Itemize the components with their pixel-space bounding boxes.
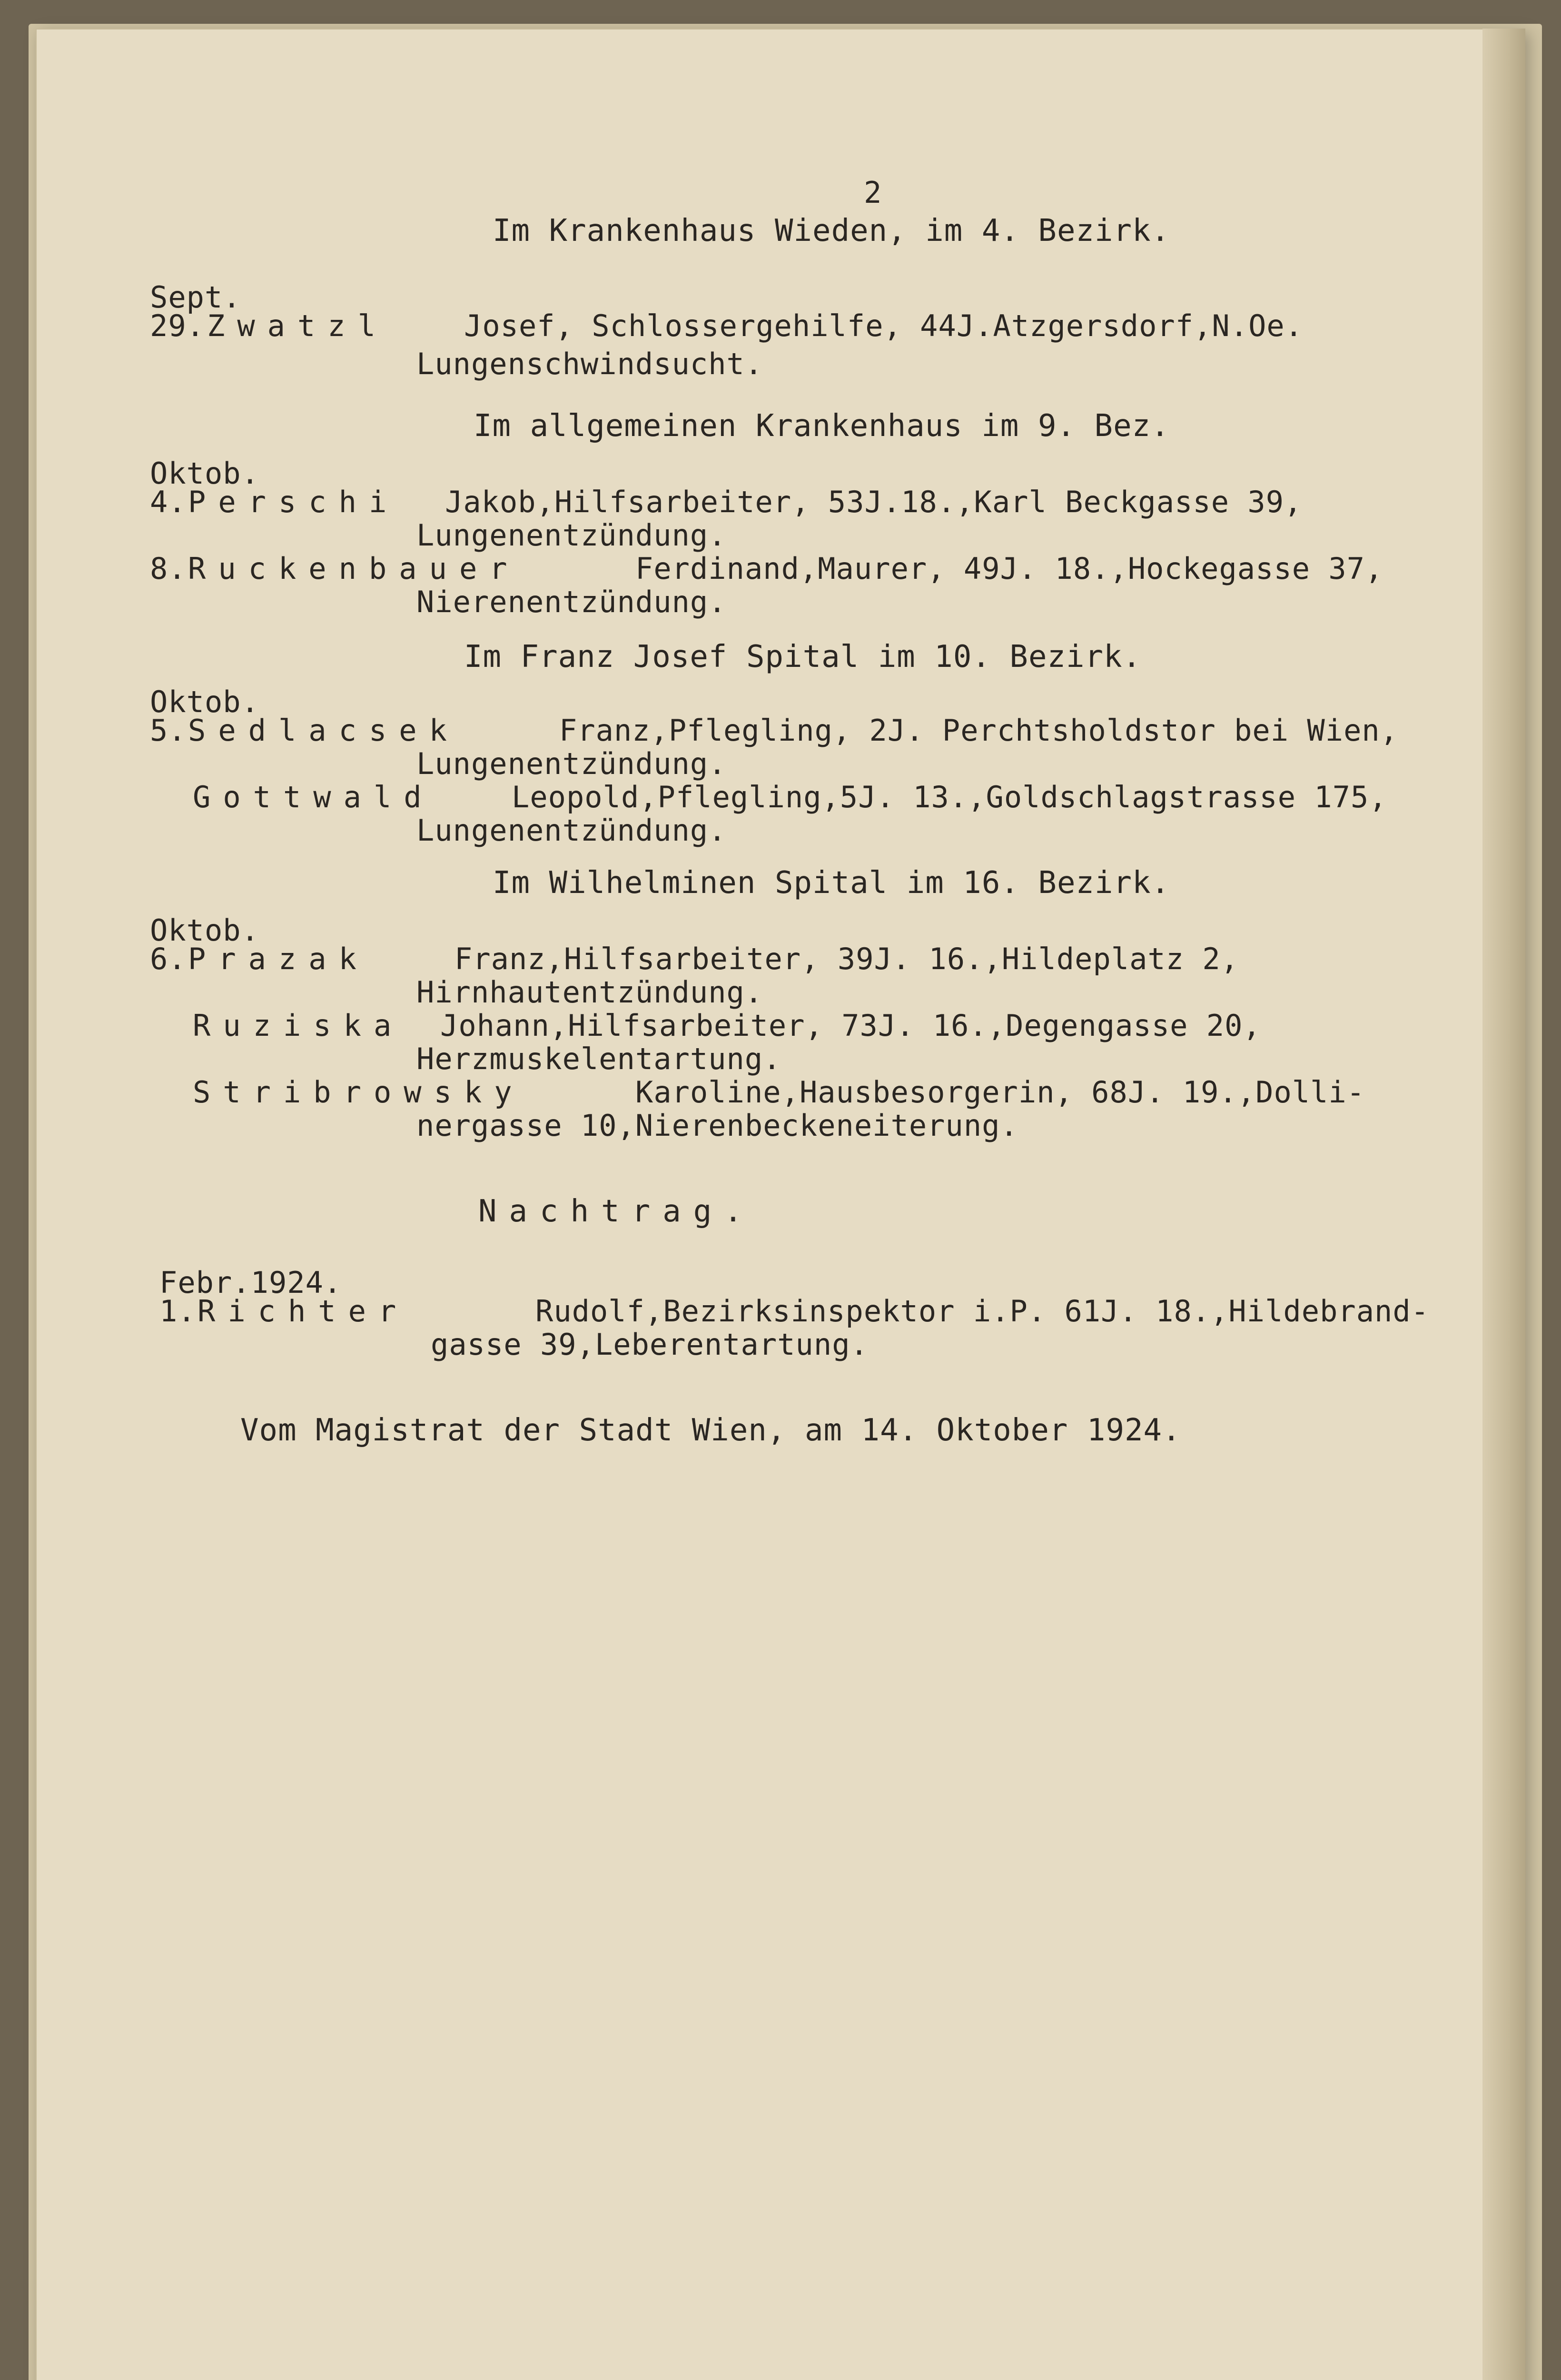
entry-continuation: nergasse 10,Nierenbeckeneiterung. xyxy=(416,1108,1018,1143)
entry-name: Perschi xyxy=(188,485,399,519)
document-page xyxy=(36,29,1525,2380)
entry-continuation: Lungenentzündung. xyxy=(416,813,727,848)
entry-day: 5. xyxy=(150,713,187,748)
month-label: Oktob. xyxy=(150,913,259,948)
entry-name: Ruckenbauer xyxy=(188,551,520,586)
entry-name: Stribrowsky xyxy=(193,1075,524,1110)
entry-details: Leopold,Pflegling,5J. 13.,Goldschlagstrasse 175, xyxy=(512,780,1387,814)
entry-details: Rudolf,Bezirksinspektor i.P. 61J. 18.,Hildebrand- xyxy=(535,1294,1430,1329)
month-label: Oktob. xyxy=(150,684,259,719)
entry-day: 1. xyxy=(159,1294,196,1329)
entry-continuation: Lungenschwindsucht. xyxy=(416,347,763,381)
entry-name: Zwatzl xyxy=(207,308,388,343)
entry-day: 4. xyxy=(150,485,187,519)
section-heading-franz-josef: Im Franz Josef Spital im 10. Bezirk. xyxy=(464,639,1142,674)
entry-continuation: Lungenentzündung. xyxy=(416,746,727,781)
section-heading-wilhelminen: Im Wilhelminen Spital im 16. Bezirk. xyxy=(493,865,1170,901)
month-label: Oktob. xyxy=(150,456,259,491)
entry-continuation: Lungenentzündung. xyxy=(416,518,727,553)
entry-day: 6. xyxy=(150,942,187,976)
entry-details: Johann,Hilfsarbeiter, 73J. 16.,Degengasse 20, xyxy=(440,1008,1261,1043)
entry-details: Karoline,Hausbesorgerin, 68J. 19.,Dolli- xyxy=(635,1075,1365,1110)
entry-details: Franz,Hilfsarbeiter, 39J. 16.,Hildeplatz 2, xyxy=(454,942,1239,976)
entry-details: Jakob,Hilfsarbeiter, 53J.18.,Karl Beckgasse 39, xyxy=(445,485,1303,519)
page-number: 2 xyxy=(864,175,882,210)
entry-continuation: gasse 39,Leberentartung. xyxy=(431,1327,869,1362)
entry-name: Prazak xyxy=(188,942,369,976)
entry-continuation: Hirnhautentzündung. xyxy=(416,975,763,1010)
entry-continuation: Herzmuskelentartung. xyxy=(416,1041,781,1076)
entry-name: Ruziska xyxy=(193,1008,404,1043)
entry-name: Sedlacsek xyxy=(188,713,459,748)
month-label: Sept. xyxy=(150,280,241,315)
entry-details: Ferdinand,Maurer, 49J. 18.,Hockegasse 37, xyxy=(635,551,1383,586)
section-heading-wieden: Im Krankenhaus Wieden, im 4. Bezirk. xyxy=(493,213,1170,248)
entry-continuation: Nierenentzündung. xyxy=(416,585,727,619)
page-edge-strip xyxy=(1482,29,1525,2380)
entry-details: Josef, Schlossergehilfe, 44J.Atzgersdorf,N.Oe. xyxy=(464,308,1304,343)
closing-line: Vom Magistrat der Stadt Wien, am 14. Oktober 1924. xyxy=(240,1413,1181,1448)
entry-name: Gottwald xyxy=(193,780,434,814)
entry-day: 8. xyxy=(150,551,187,586)
section-heading-allgemeines: Im allgemeinen Krankenhaus im 9. Bez. xyxy=(474,408,1170,444)
entry-name: Richter xyxy=(198,1294,409,1329)
entry-details: Franz,Pflegling, 2J. Perchtsholdstor bei Wien, xyxy=(559,713,1399,748)
nachtrag-heading: Nachtrag. xyxy=(478,1194,755,1229)
entry-day: 29. xyxy=(150,308,205,343)
month-label: Febr.1924. xyxy=(159,1265,342,1300)
